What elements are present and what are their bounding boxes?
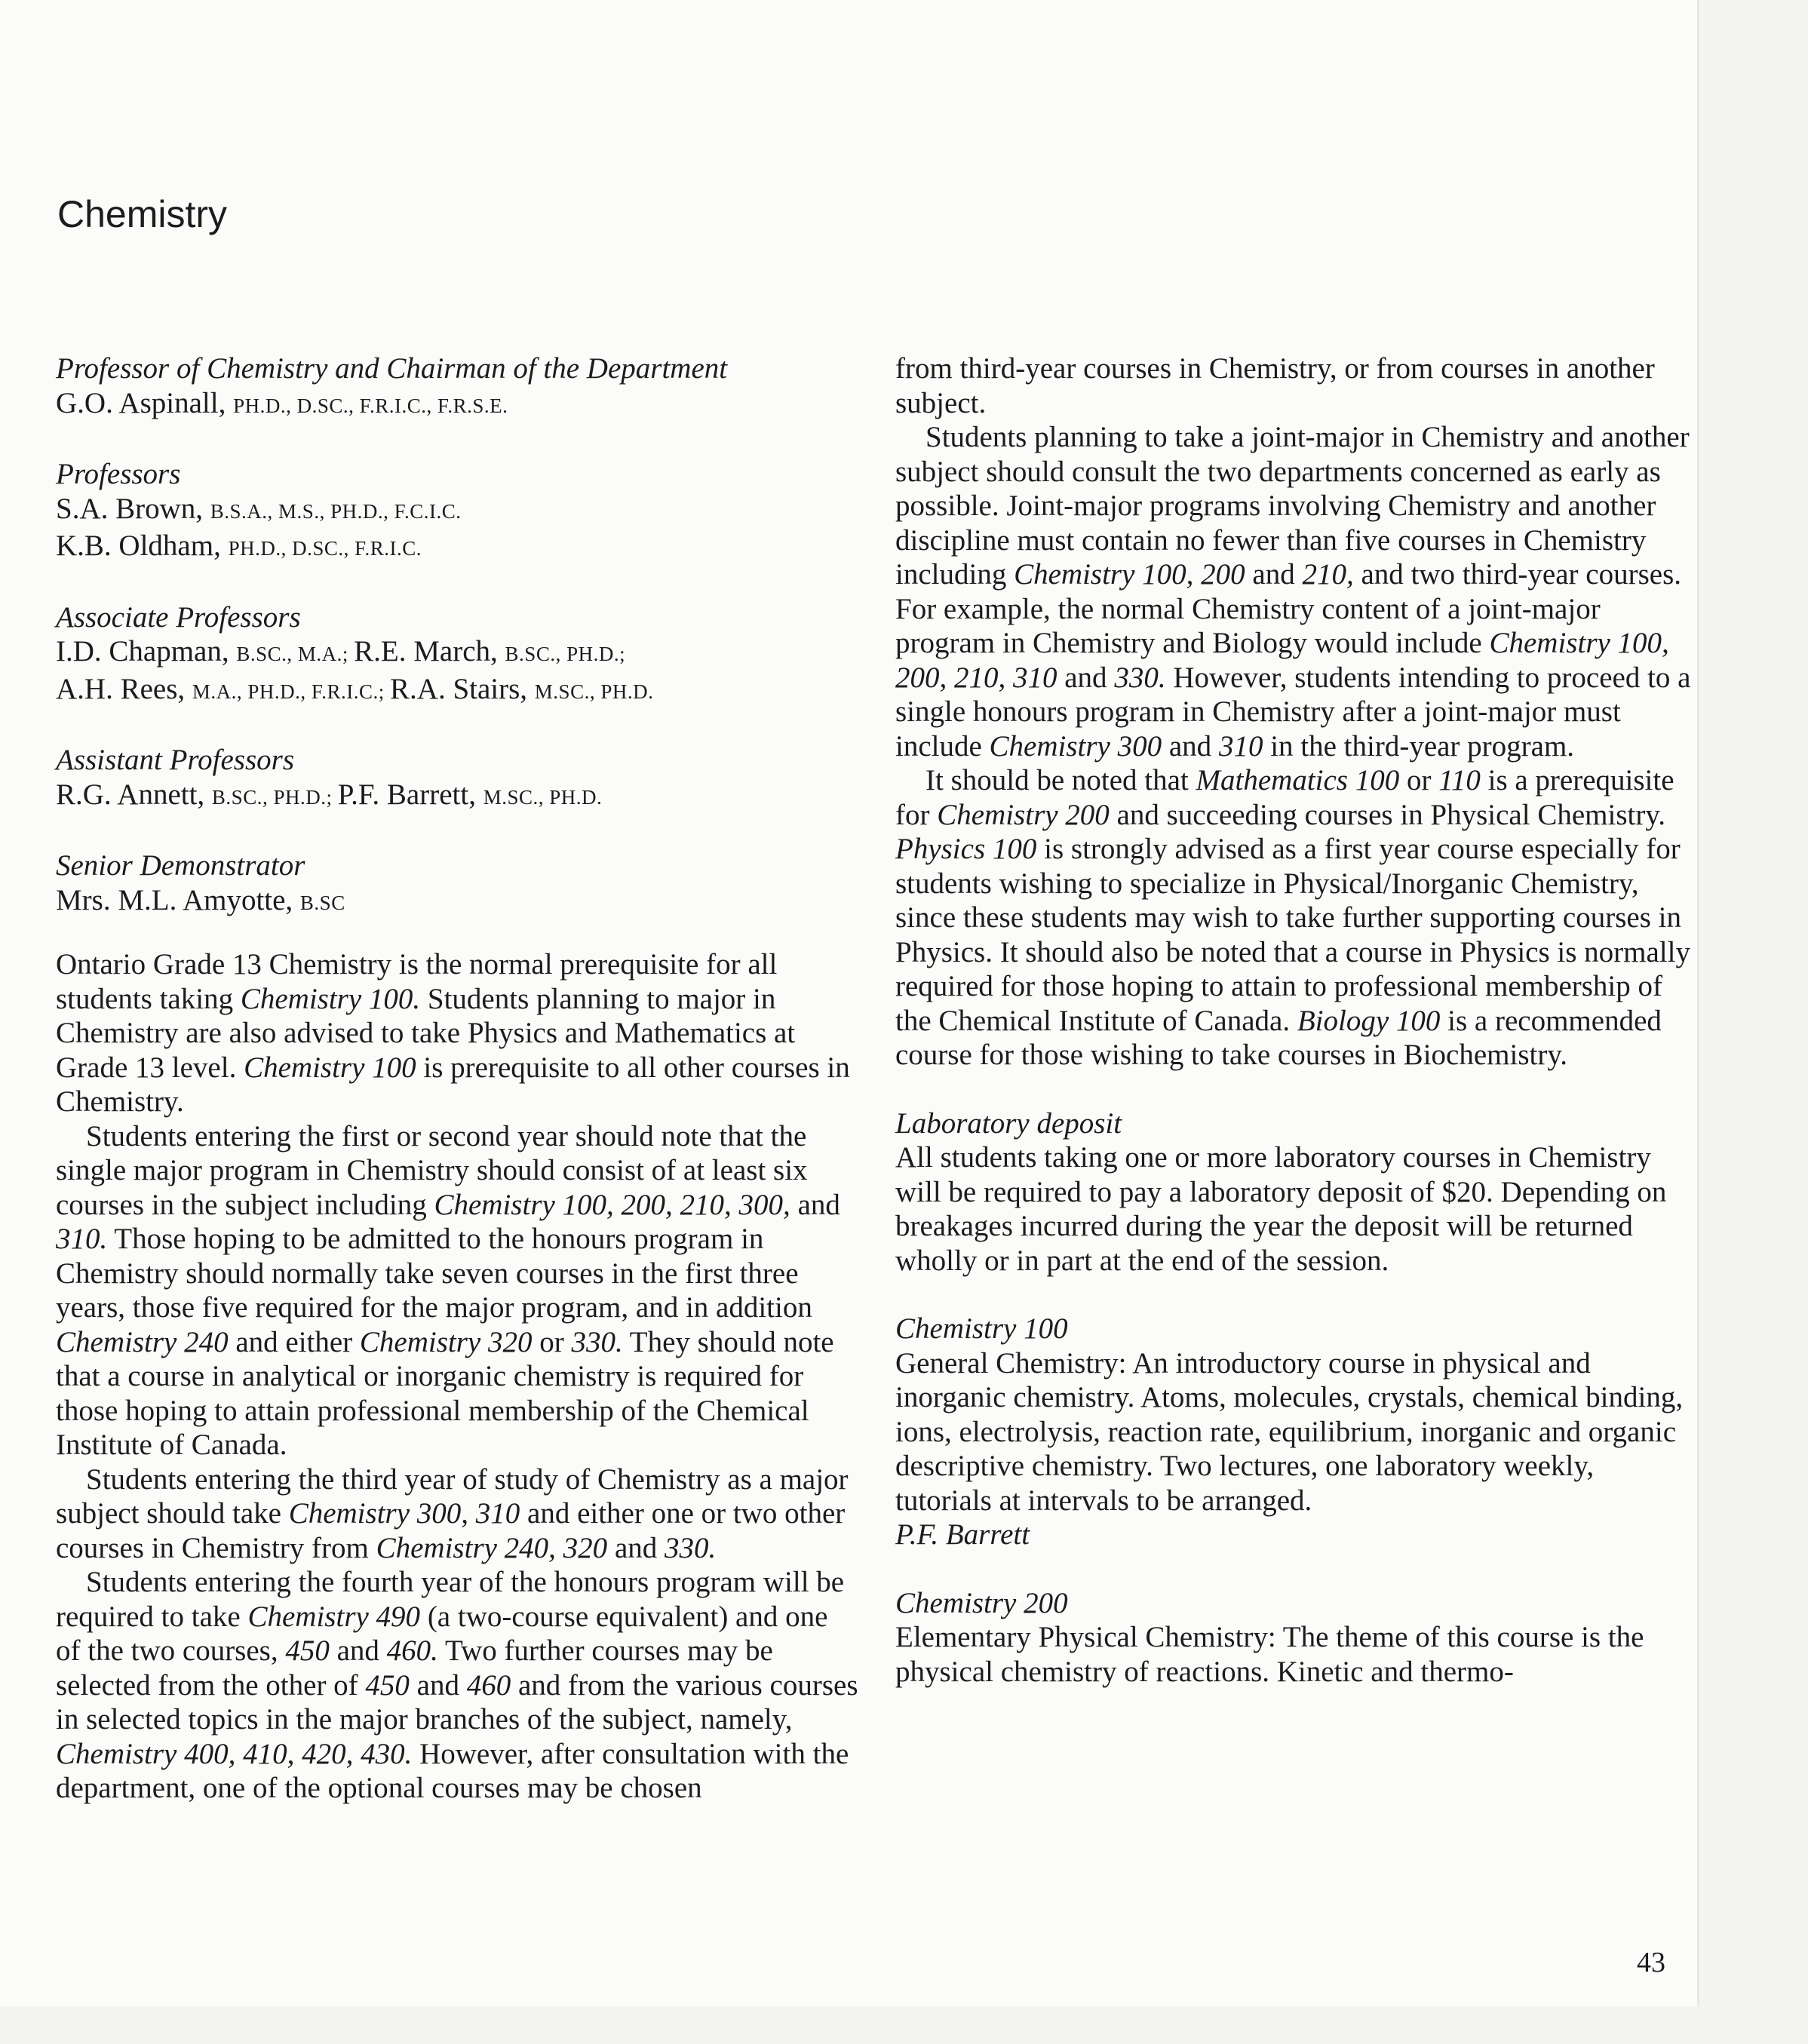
staff-line xyxy=(56,492,859,529)
course-reference: 110 xyxy=(1438,764,1481,796)
course-reference: Chemistry 300, 310 xyxy=(288,1497,520,1530)
paragraph xyxy=(56,947,859,1119)
text-run: They should note that a course in analytical or inorganic chemistry is required for those hoping to attain professional membership of the Chemical Institute of Canada. xyxy=(56,1325,834,1461)
faculty-degrees: M.SC., PH.D. xyxy=(534,680,654,703)
page-number: 43 xyxy=(1637,1947,1665,1978)
course-reference: Chemistry 100, 200, 210, 300, xyxy=(434,1188,790,1221)
faculty-name: G.O. Aspinall, xyxy=(56,386,234,419)
text-run: Students entering the third year of study of Chemistry as a major subject should take xyxy=(56,1462,849,1530)
text-run: However, after consultation with the department, one of the optional courses may be chosen xyxy=(56,1737,849,1804)
course-reference: Chemistry 240 xyxy=(56,1325,229,1358)
course-heading: Chemistry 100 xyxy=(895,1312,1068,1345)
text-run: Ontario Grade 13 Chemistry is the normal prerequisite for all students taking xyxy=(56,948,778,1015)
course-reference: 450 xyxy=(365,1668,410,1702)
text-run: and from the various courses in selected topics in the major branches of the subject, namely, xyxy=(56,1668,858,1736)
staff-line xyxy=(56,778,859,815)
course-heading: Chemistry 200 xyxy=(895,1586,1068,1619)
course-reference: 310 xyxy=(1218,729,1263,763)
course-reference: Mathematics 100 xyxy=(1196,764,1400,796)
faculty-name: S.A. Brown, xyxy=(56,492,210,525)
faculty-degrees: M.A., PH.D., F.R.I.C.; xyxy=(192,680,391,703)
faculty-degrees: M.SC., PH.D. xyxy=(483,785,603,809)
lab-deposit-text: All students taking one or more laboratory courses in Chemistry will be required to pay a laboratory deposit of $20. Depending on breakages incurred during the year the deposit will be returned wholly or in part at the end of the session. xyxy=(895,1141,1667,1277)
text-run: in the third-year program. xyxy=(1263,729,1575,763)
text-run: is a prerequisite for xyxy=(895,764,1674,831)
text-run: and xyxy=(1057,661,1115,694)
course-reference: Chemistry 100, 200 xyxy=(1014,558,1245,591)
right-column xyxy=(895,351,1695,1689)
course-reference: 330. xyxy=(665,1531,717,1564)
text-run: Students entering the fourth year of the honours program will be required to take xyxy=(56,1566,845,1633)
text-run: is strongly advised as a first year course especially for students wishing to specialize in Physical/Inorganic Chemistry, since these students may wish to take further supporting courses in Physics. It should also be noted that a course in Physics is normally required for those hoping to attain to professional membership of the Chemical Institute of Canada. xyxy=(895,833,1690,1037)
course-reference: Chemistry 100, 200, 210, 310 xyxy=(895,627,1669,694)
page-title: Chemistry xyxy=(57,193,228,235)
paragraph xyxy=(56,1565,859,1806)
course-reference: Chemistry 320 xyxy=(359,1325,533,1358)
faculty-degrees: B.SC., M.A.; xyxy=(236,643,355,665)
staff-line xyxy=(56,672,859,710)
text-run: and succeeding courses in Physical Chemistry. xyxy=(1109,798,1666,831)
course-reference: 330. xyxy=(571,1325,623,1358)
text-run: Students planning to take a joint-major in Chemistry and another subject should consult the two departments concerned as early as possible. Joint-major programs involving Chemistry and another discipline must contain no fewer than five courses in Chemistry including xyxy=(895,421,1690,591)
paragraph xyxy=(895,351,1695,420)
text-run: and either xyxy=(228,1325,360,1358)
paragraph xyxy=(56,1119,859,1462)
text-run: and xyxy=(790,1188,840,1221)
spacer xyxy=(895,1278,1695,1312)
course-reference: Chemistry 200 xyxy=(937,798,1110,831)
course-list xyxy=(895,1278,1695,1689)
text-run: from third-year courses in Chemistry, or from courses in another subject. xyxy=(895,352,1655,419)
course-reference: Chemistry 100 xyxy=(244,1051,416,1084)
course-entry xyxy=(895,1312,1695,1552)
text-run: and two third-year courses. For example, the normal Chemistry content of a joint-major program in Chemistry and Biology would include xyxy=(895,558,1681,659)
course-reference: 450 xyxy=(285,1634,330,1667)
faculty-name: P.F. Barrett, xyxy=(337,778,483,811)
course-reference: Chemistry 300 xyxy=(989,729,1162,763)
faculty-name: Mrs. M.L. Amyotte, xyxy=(56,883,300,916)
course-description: General Chemistry: An introductory course in physical and inorganic chemistry. Atoms, molecules, crystals, chemical binding, ions, electrolysis, reaction rate, equilibrium, inorganic and organic descriptive chemistry. Two lectures, one laboratory weekly, tutorials at intervals to be arranged. xyxy=(895,1346,1684,1517)
course-reference: 460 xyxy=(466,1668,511,1702)
spacer xyxy=(56,709,859,743)
paragraph xyxy=(895,420,1695,763)
text-run: However, students intending to proceed to a single honours program in Chemistry after a joint-major must include xyxy=(895,661,1691,763)
text-run: and xyxy=(1245,558,1303,591)
faculty-degrees: B.SC xyxy=(299,891,345,914)
faculty-name: R.E. March, xyxy=(354,635,505,668)
text-run: Students entering the first or second year should note that the single major program in Chemistry should consist of at least six courses in the subject including xyxy=(56,1119,808,1221)
text-run: and xyxy=(409,1668,467,1702)
staff-heading: Associate Professors xyxy=(56,600,301,634)
spacer xyxy=(56,566,859,600)
course-reference: 460. xyxy=(386,1634,438,1667)
faculty-name: R.A. Stairs, xyxy=(390,672,535,705)
course-reference: Chemistry 490 xyxy=(247,1600,421,1633)
course-reference: Chemistry 240, 320 xyxy=(376,1531,608,1564)
faculty-name: A.H. Rees, xyxy=(56,672,192,705)
spacer xyxy=(895,1552,1695,1586)
course-reference: Physics 100 xyxy=(895,833,1037,865)
course-reference: Chemistry 100. xyxy=(240,982,421,1015)
faculty-list xyxy=(56,351,859,920)
course-reference: Chemistry 400, 410, 420, 430. xyxy=(56,1737,413,1770)
faculty-degrees: B.SC., PH.D.; xyxy=(211,785,338,809)
lab-deposit-heading: Laboratory deposit xyxy=(895,1106,1122,1140)
course-reference: 330. xyxy=(1114,661,1166,694)
text-run: Two further courses may be selected from the other of xyxy=(56,1634,773,1702)
staff-heading: Assistant Professors xyxy=(56,744,295,776)
text-run: is a recommended course for those wishing to take courses in Biochemistry. xyxy=(895,1004,1662,1071)
staff-line xyxy=(56,386,859,424)
staff-line xyxy=(56,883,859,921)
text-run: Those hoping to be admitted to the honours program in Chemistry should normally take seven courses in the first three years, those five required for the major program, and in addition xyxy=(56,1223,812,1324)
lab-deposit-section xyxy=(895,1106,1695,1278)
faculty-name: K.B. Oldham, xyxy=(56,529,229,562)
joint-major-notes xyxy=(895,351,1695,1073)
faculty-degrees: B.SC., PH.D.; xyxy=(505,643,626,665)
left-column xyxy=(56,351,859,1806)
spacer xyxy=(56,423,859,457)
text-run: (a two-course equivalent) and one of the two courses, xyxy=(56,1600,828,1667)
course-reference: 210, xyxy=(1302,558,1354,591)
staff-line xyxy=(56,634,859,672)
text-run: Students planning to major in Chemistry are also advised to take Physics and Mathematics at Grade 13 level. xyxy=(56,982,796,1084)
text-run: and either one or two other courses in Chemistry from xyxy=(56,1497,846,1564)
text-run: and xyxy=(329,1634,387,1667)
text-run: or xyxy=(1399,764,1439,796)
text-run: or xyxy=(532,1325,572,1358)
course-reference: Biology 100 xyxy=(1297,1004,1441,1037)
faculty-degrees: PH.D., D.SC., F.R.I.C. xyxy=(228,537,422,560)
spacer xyxy=(56,815,859,849)
text-run: is prerequisite to all other courses in Chemistry. xyxy=(56,1051,850,1118)
staff-heading: Professors xyxy=(56,458,181,490)
faculty-degrees: B.S.A., M.S., PH.D., F.C.I.C. xyxy=(210,499,462,523)
faculty-degrees: PH.D., D.SC., F.R.I.C., F.R.S.E. xyxy=(233,394,508,417)
paragraph xyxy=(56,1462,859,1566)
course-instructor: P.F. Barrett xyxy=(895,1518,1030,1551)
staff-heading: Professor of Chemistry and Chairman of the Department xyxy=(56,352,728,385)
course-reference: 310. xyxy=(56,1223,108,1255)
course-description: Elementary Physical Chemistry: The theme of this course is the physical chemistry of reactions. Kinetic and thermo- xyxy=(895,1621,1644,1688)
faculty-name: R.G. Annett, xyxy=(56,778,212,811)
course-entry xyxy=(895,1586,1695,1690)
text-run: and xyxy=(1162,729,1219,763)
program-requirements xyxy=(56,947,859,1806)
text-run: and xyxy=(607,1531,665,1564)
staff-heading: Senior Demonstrator xyxy=(56,849,305,882)
staff-line xyxy=(56,529,859,566)
text-run: It should be noted that xyxy=(925,764,1196,796)
faculty-name: I.D. Chapman, xyxy=(56,635,237,668)
paragraph xyxy=(895,763,1695,1073)
